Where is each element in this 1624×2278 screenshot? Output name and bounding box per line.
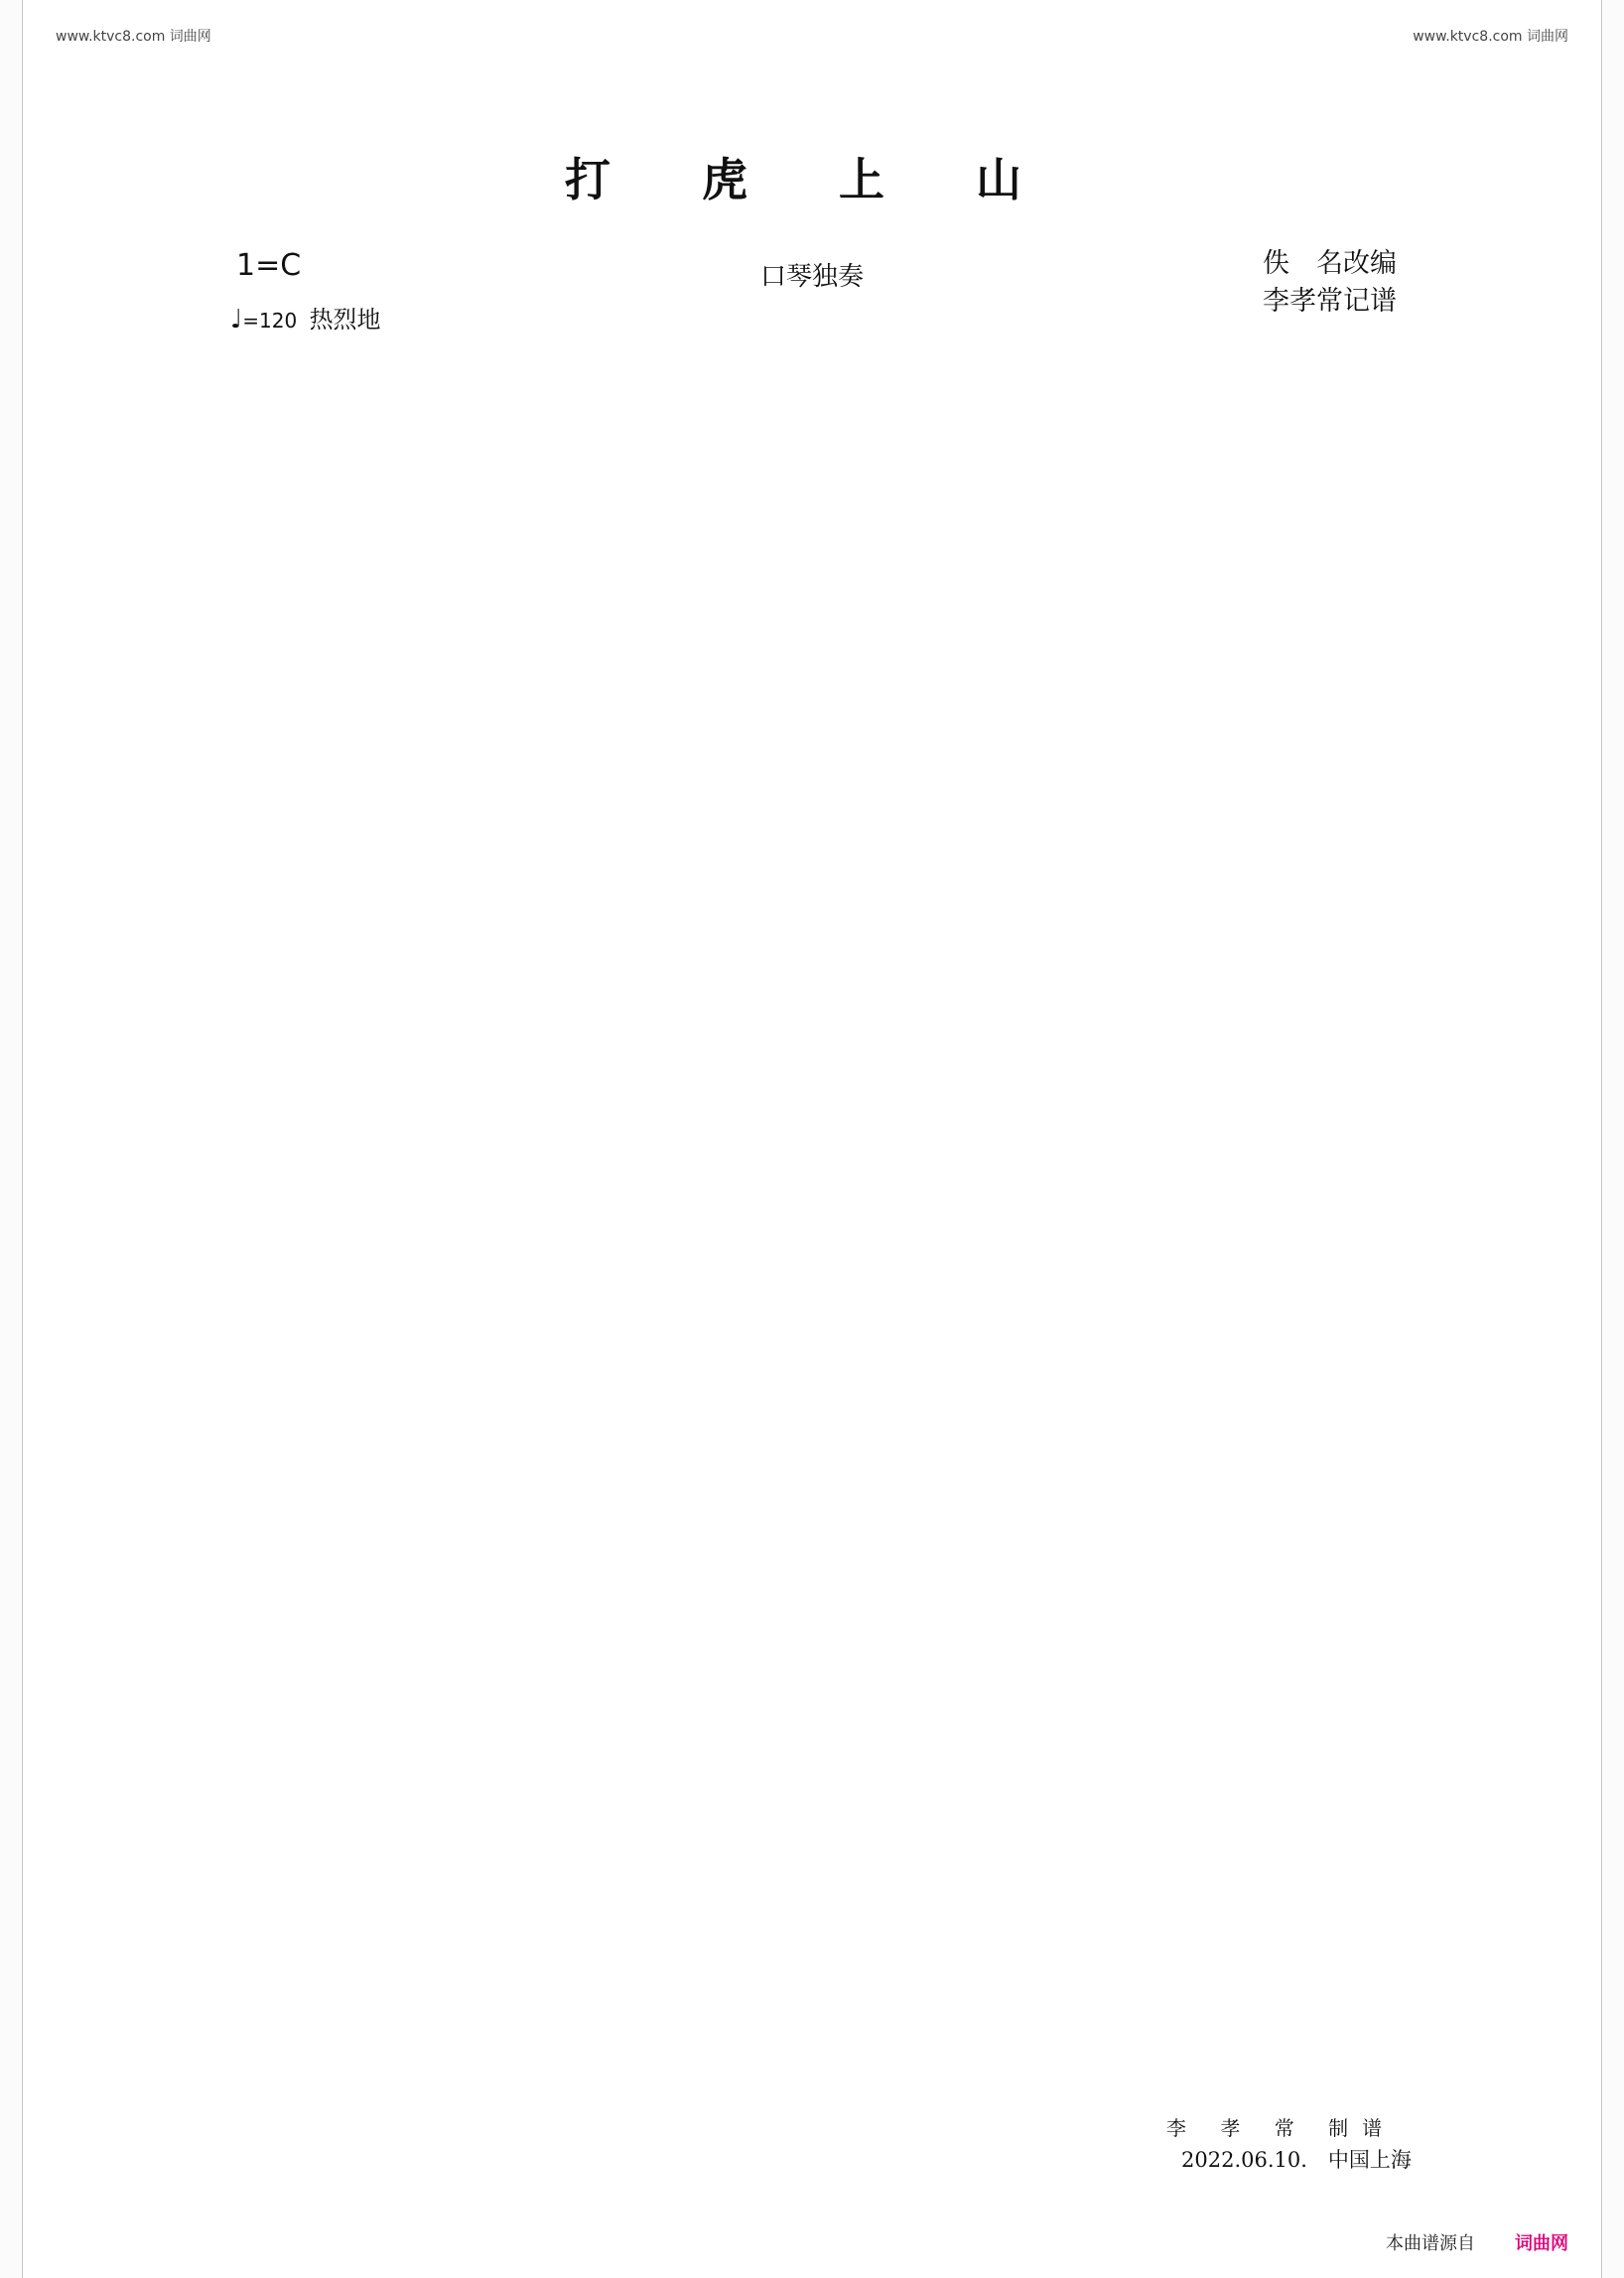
date-place: 2022.06.10. 中国上海 [1181, 2148, 1412, 2172]
tempo-marking [230, 300, 381, 335]
score-body [195, 357, 1435, 2104]
source-badge[interactable] [1386, 2229, 1568, 2255]
brand-logo: 词曲网 [1515, 2233, 1568, 2254]
source-label: 本曲谱源自 [1386, 2233, 1475, 2254]
right-side-strip [1601, 0, 1624, 2278]
header-url-left: www.ktvc8.com 词曲网 [56, 29, 211, 45]
tempo-expression: 热烈地 [309, 306, 381, 334]
credit-arranger: 佚 名改编 [1263, 248, 1397, 279]
tempo-value: =120 [242, 309, 298, 333]
instrumentation: 口琴独奏 [759, 262, 864, 292]
left-side-strip [0, 0, 23, 2278]
key-signature: 1=C [236, 248, 302, 283]
quarter-note-icon: ♩ [230, 305, 243, 335]
header-url-right: www.ktvc8.com 词曲网 [1413, 29, 1568, 45]
song-title: 打 虎 上 山 [564, 153, 1060, 206]
credit-transcriber: 李孝常记谱 [1263, 286, 1397, 317]
signature: 李 孝 常 制谱 [1166, 2116, 1397, 2140]
